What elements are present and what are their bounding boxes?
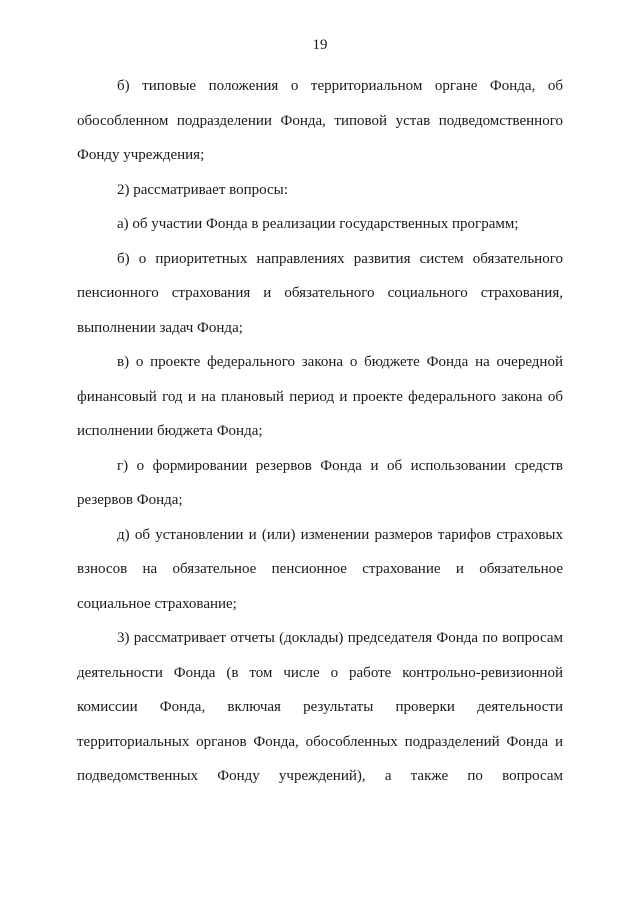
paragraph-d-tariffs: д) об установлении и (или) изменении размеров тарифов страховых взносов на обязательное пенсионное страхование и обязательное социальное страхование; — [77, 526, 563, 612]
paragraph-b-priority-directions: б) о приоритетных направлениях развития систем обязательного пенсионного страхования и обязательного социального страхования, выполнении задач Фонда; — [77, 250, 563, 336]
document-body — [77, 69, 563, 794]
paragraph-g-reserves: г) о формировании резервов Фонда и об использовании средств резервов Фонда; — [77, 457, 563, 508]
paragraph-v-budget-law: в) о проекте федерального закона о бюджете Фонда на очередной финансовый год и на плановый период и проекте федерального закона об исполнении бюджета Фонда; — [77, 354, 563, 439]
page-number: 19 — [312, 37, 328, 53]
paragraph-a-state-programs: а) об участии Фонда в реализации государственных программ; — [117, 216, 519, 232]
paragraph-3-reports: 3) рассматривает отчеты (доклады) председателя Фонда по вопросам деятельности Фонда (в том числе о работе контрольно-ревизионной комиссии Фонда, включая результаты проверки деятельности территориальных органов Фонда, обособленных подразделений Фонда и подведомственных Фонду учреждений), а также по вопросам — [77, 630, 563, 784]
paragraph-b-model-regulations: б) типовые положения о территориальном органе Фонда, об обособленном подразделении Фонда, типовой устав подведомственного Фонду учреждения; — [77, 78, 563, 163]
paragraph-2-considers-issues: 2) рассматривает вопросы: — [117, 181, 288, 198]
